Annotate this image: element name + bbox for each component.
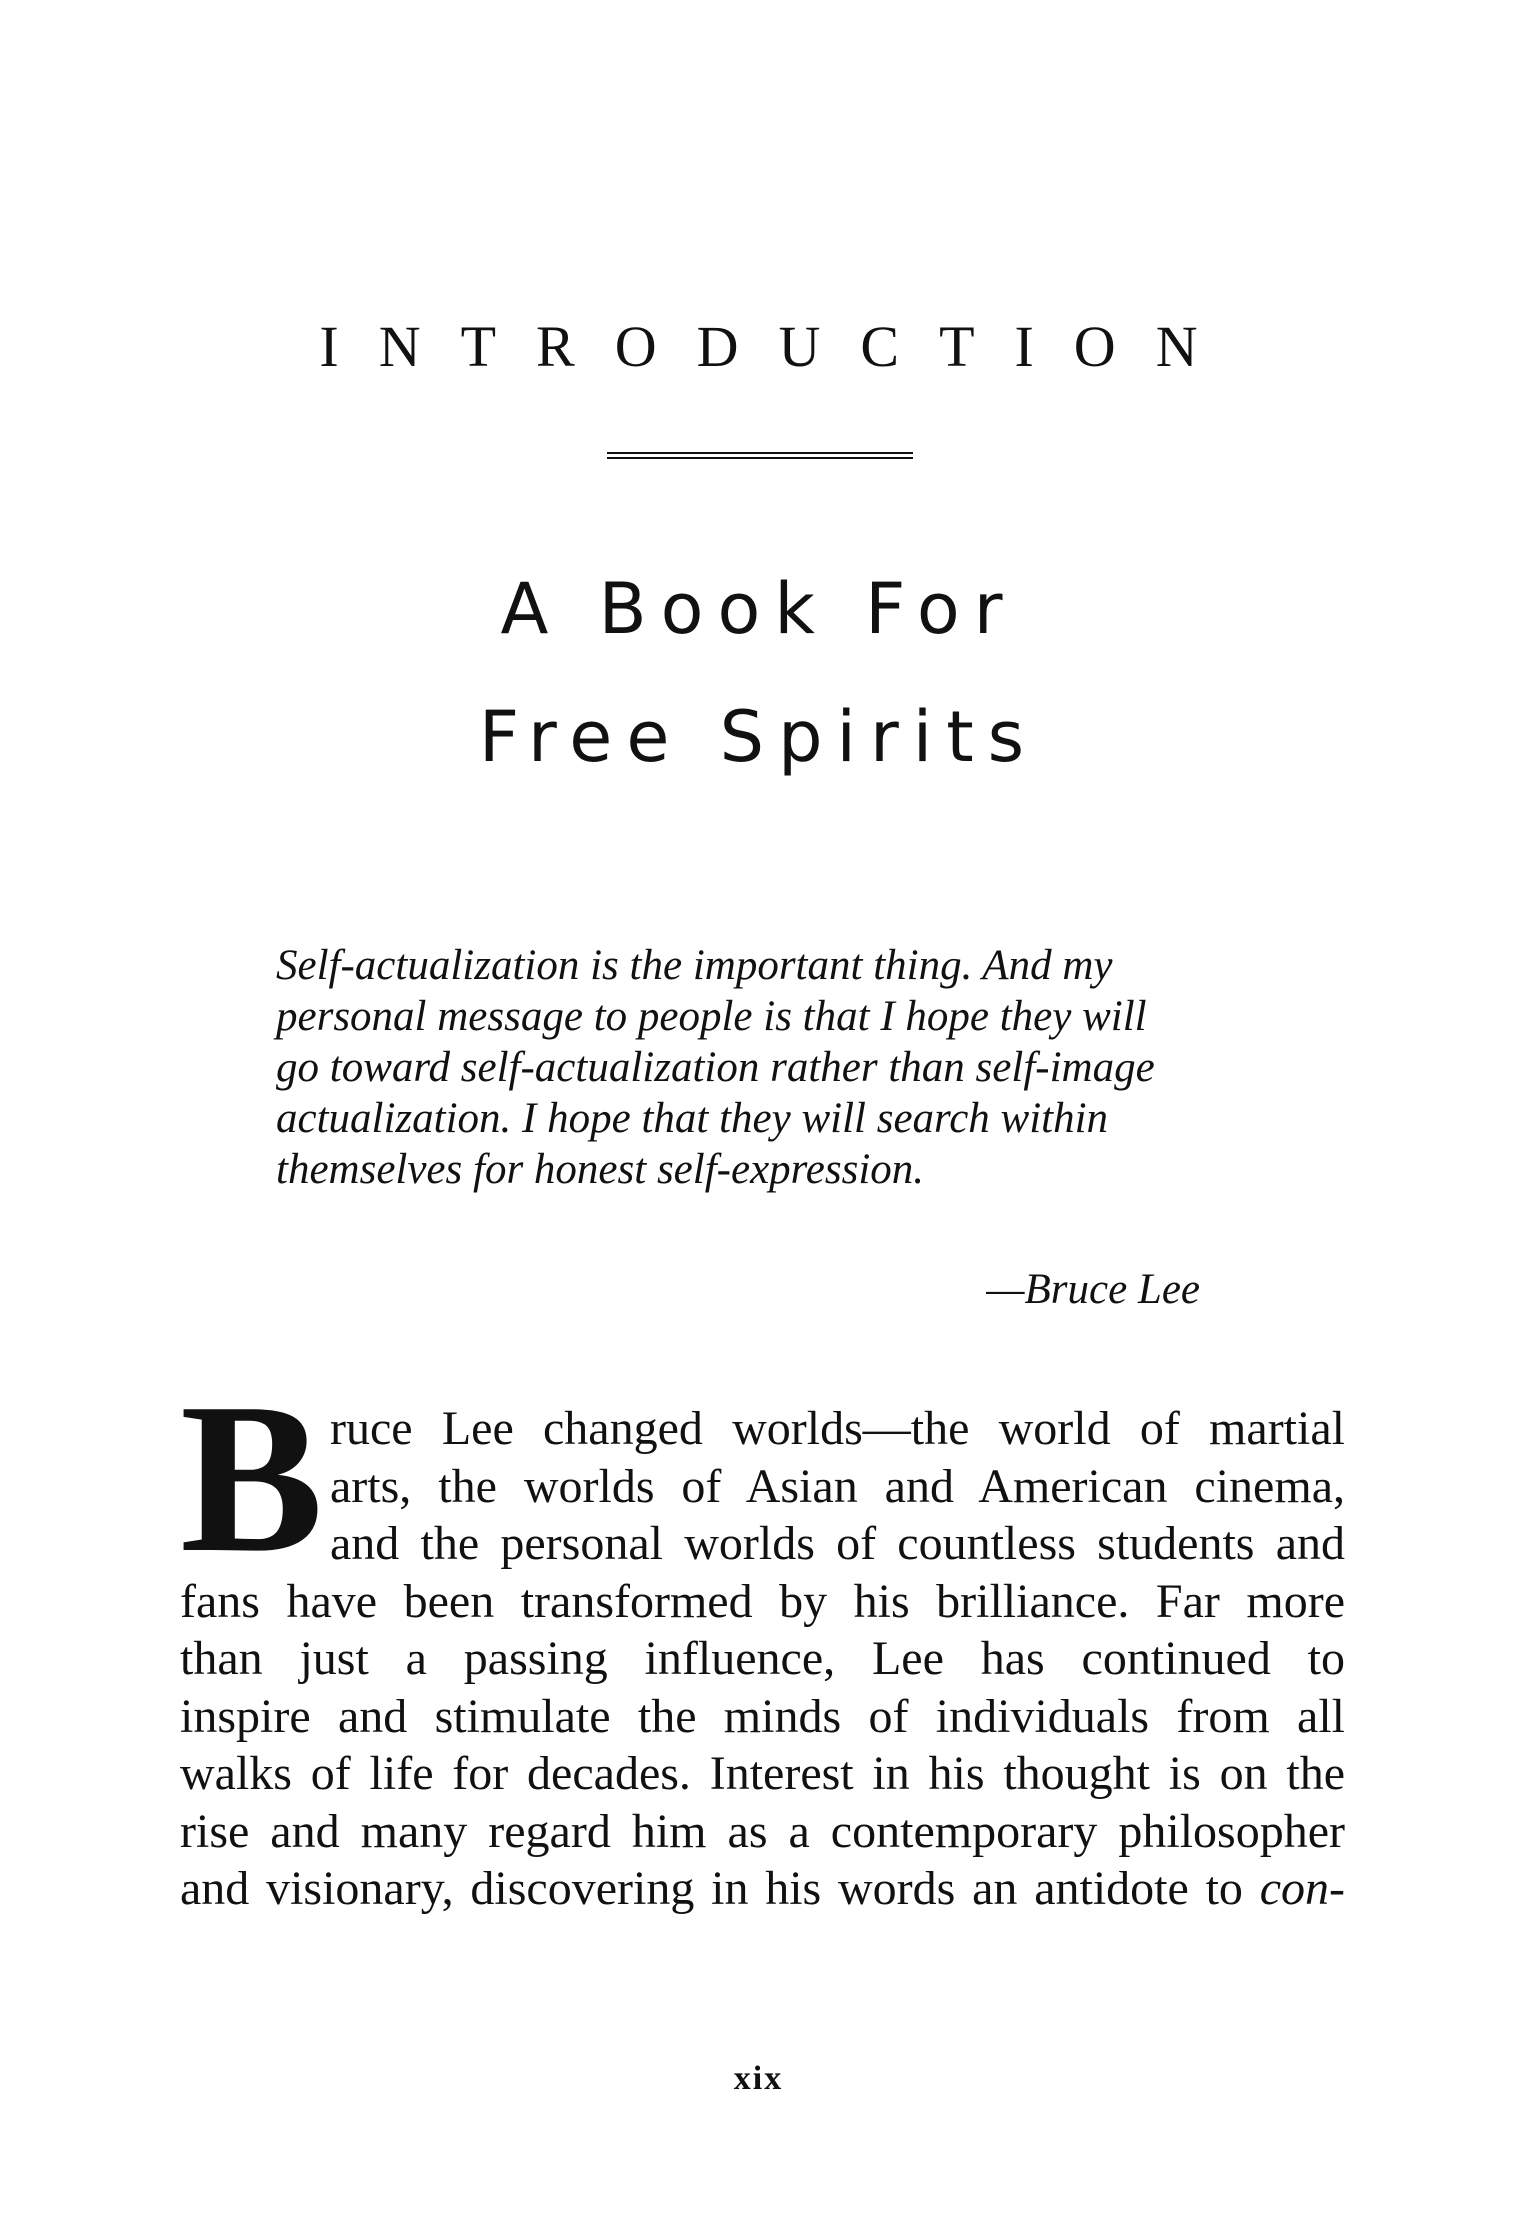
body-line-last — [180, 1860, 1345, 1918]
body-line: fans have been transformed by his brilliance. Far more — [180, 1574, 1345, 1628]
epigraph-line: go toward self-actualization rather than self-image — [276, 1044, 1155, 1091]
body-line: and the personal worlds of countless students and — [330, 1517, 1345, 1570]
body-line: walks of life for decades. Interest in his thought is on the — [180, 1747, 1345, 1800]
epigraph-line: actualization. I hope that they will search within — [276, 1095, 1109, 1142]
double-rule-divider — [607, 452, 913, 459]
drop-cap: B — [180, 1358, 324, 1597]
hyphenated-italic-word: con- — [1259, 1862, 1345, 1915]
page-number: xix — [733, 2060, 784, 2097]
chapter-title-line-2: Free Spirits — [478, 696, 1039, 778]
epigraph-quote — [276, 940, 1216, 1195]
body-line: arts, the worlds of Asian and American cinema, — [330, 1459, 1345, 1513]
section-label: INTRODUCTION — [319, 314, 1238, 379]
body-line: than just a passing influence, Lee has continued to — [180, 1632, 1345, 1685]
body-line: ruce Lee changed worlds—the world of martial — [330, 1402, 1345, 1455]
chapter-title — [0, 545, 1517, 801]
body-line: inspire and stimulate the minds of individuals from all — [180, 1689, 1345, 1743]
epigraph-line: themselves for honest self-expression. — [276, 1146, 925, 1193]
epigraph-attribution: —Bruce Lee — [986, 1266, 1200, 1313]
body-paragraph — [180, 1358, 1345, 1918]
epigraph-line: personal message to people is that I hope they will — [276, 993, 1147, 1040]
epigraph-line: Self-actualization is the important thing. And my — [276, 942, 1113, 989]
chapter-title-line-1: A Book For — [500, 568, 1017, 650]
body-line-text: and visionary, discovering in his words an antidote to — [180, 1862, 1243, 1915]
body-line: rise and many regard him as a contemporary philosopher — [180, 1804, 1345, 1858]
